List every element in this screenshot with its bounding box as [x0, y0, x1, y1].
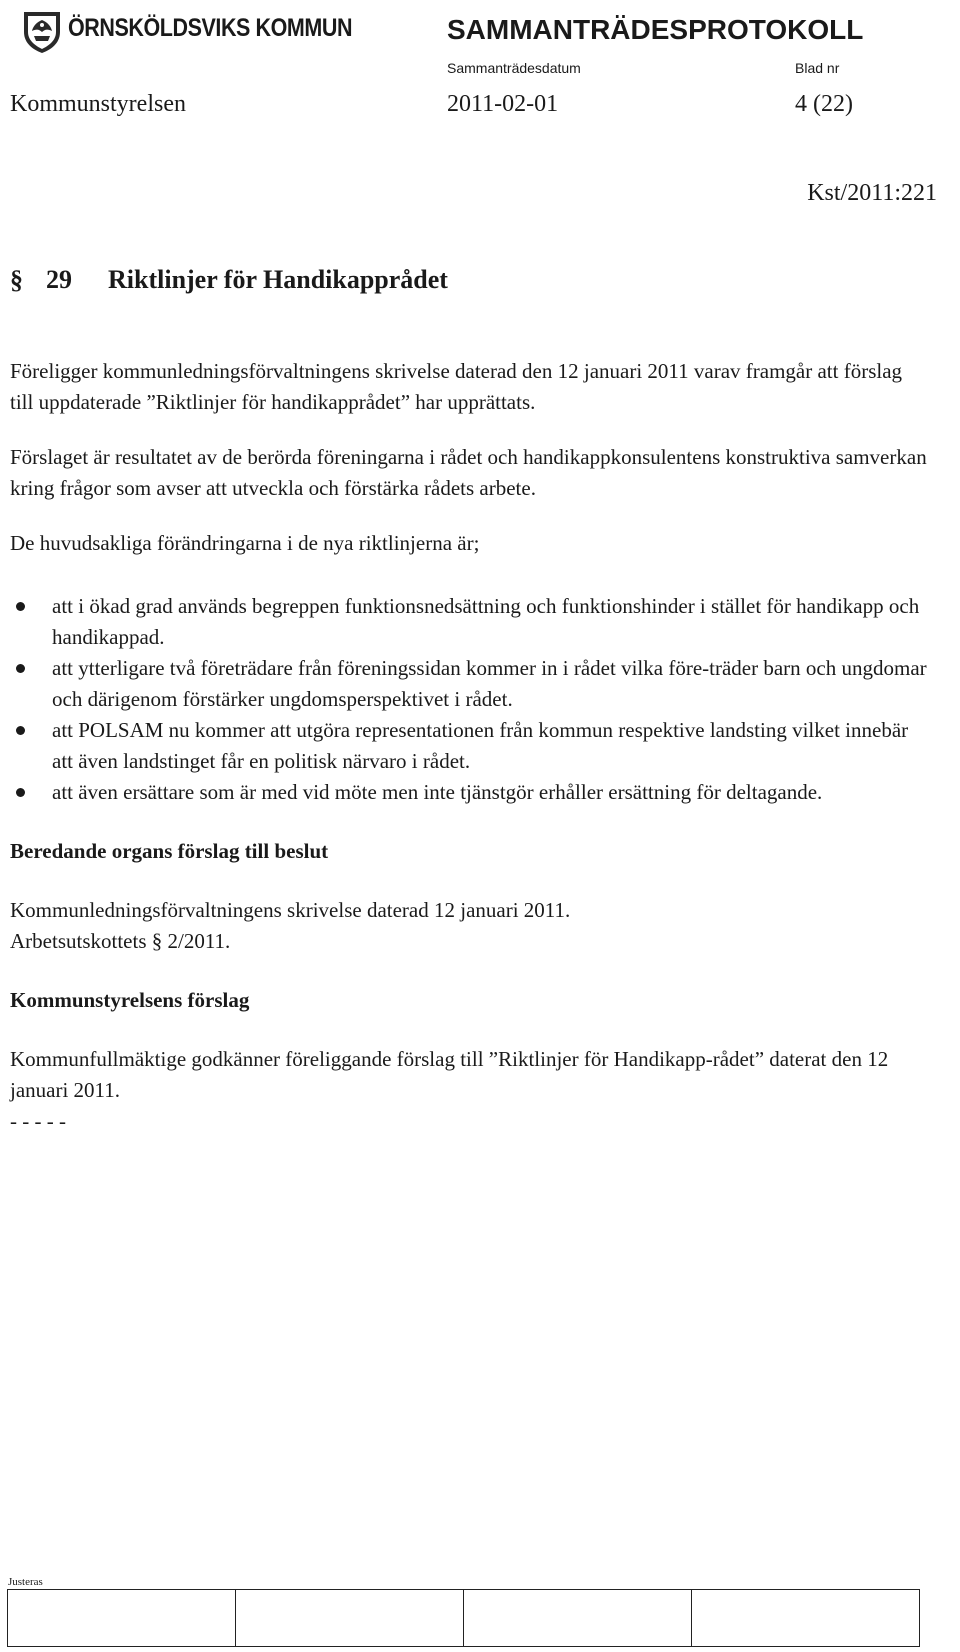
changes-list	[10, 591, 930, 808]
paragraph-symbol: §	[10, 265, 23, 294]
bullet-icon	[16, 788, 25, 797]
section-1-line-1: Kommunledningsförvaltningens skrivelse daterad 12 januari 2011.	[10, 898, 571, 922]
list-item-text: att ytterligare två företrädare från föreningssidan kommer in i rådet vilka före-träder barn och ungdomar och därigenom förstärker ungdomsperspektivet i rådet.	[52, 656, 927, 711]
paragraph-title: Riktlinjer för Handikapprådet	[108, 265, 448, 294]
list-item	[10, 591, 930, 653]
justeras-label: Justeras	[8, 1576, 43, 1588]
case-reference: Kst/2011:221	[807, 180, 937, 206]
document-type: SAMMANTRÄDESPROTOKOLL	[447, 14, 864, 45]
bullet-icon	[16, 602, 25, 611]
sheet-number: 4 (22)	[795, 91, 853, 117]
section-1-line-2: Arbetsutskottets § 2/2011.	[10, 929, 231, 953]
list-item-text: att även ersättare som är med vid möte men inte tjänstgör erhåller ersättning för deltagande.	[52, 780, 823, 804]
section-2-text: Kommunfullmäktige godkänner föreliggande förslag till ”Riktlinjer för Handikapp-rådet” daterat den 12 januari 2011.	[10, 1047, 889, 1102]
signature-box[interactable]	[8, 1590, 236, 1646]
intro-paragraph-2: Förslaget är resultatet av de berörda föreningarna i rådet och handikappkonsulentens konstruktiva samverkan kring frågor som avser att utveckla och förstärka rådets arbete.	[10, 445, 927, 500]
organization-name: ÖRNSKÖLDSVIKS KOMMUN	[68, 14, 353, 42]
intro-paragraph-1: Föreligger kommunledningsförvaltningens skrivelse daterad den 12 januari 2011 varav framgår att förslag till uppdaterade ”Riktlinjer för handikapprådet” har upprättats.	[10, 359, 903, 414]
paragraph-heading	[10, 265, 448, 295]
end-marker: - - - - -	[10, 1109, 66, 1133]
paragraph-number: 29	[46, 265, 72, 294]
meeting-date: 2011-02-01	[447, 91, 559, 117]
signature-box[interactable]	[464, 1590, 692, 1646]
signature-box[interactable]	[692, 1590, 919, 1646]
list-item-text: att POLSAM nu kommer att utgöra representationen från kommun respektive landsting vilket innebär att även landstinget får en politisk närvaro i rådet.	[52, 718, 909, 773]
protocol-body	[10, 356, 930, 1137]
municipal-coat-of-arms-icon	[20, 8, 64, 54]
list-item	[10, 653, 930, 715]
list-item	[10, 715, 930, 777]
section-heading-board-proposal: Kommunstyrelsens förslag	[10, 988, 250, 1012]
sheet-number-label: Blad nr	[795, 60, 840, 76]
intro-paragraph-3: De huvudsakliga förändringarna i de nya riktlinjerna är;	[10, 531, 480, 555]
governing-body: Kommunstyrelsen	[10, 91, 186, 117]
meeting-date-label: Sammanträdesdatum	[447, 60, 581, 76]
list-item	[10, 777, 930, 808]
signature-boxes	[7, 1589, 920, 1647]
signature-box[interactable]	[236, 1590, 464, 1646]
bullet-icon	[16, 726, 25, 735]
section-heading-preparatory-proposal: Beredande organs förslag till beslut	[10, 839, 329, 863]
bullet-icon	[16, 664, 25, 673]
list-item-text: att i ökad grad används begreppen funktionsnedsättning och funktionshinder i stället för handikapp och handikappad.	[52, 594, 920, 649]
